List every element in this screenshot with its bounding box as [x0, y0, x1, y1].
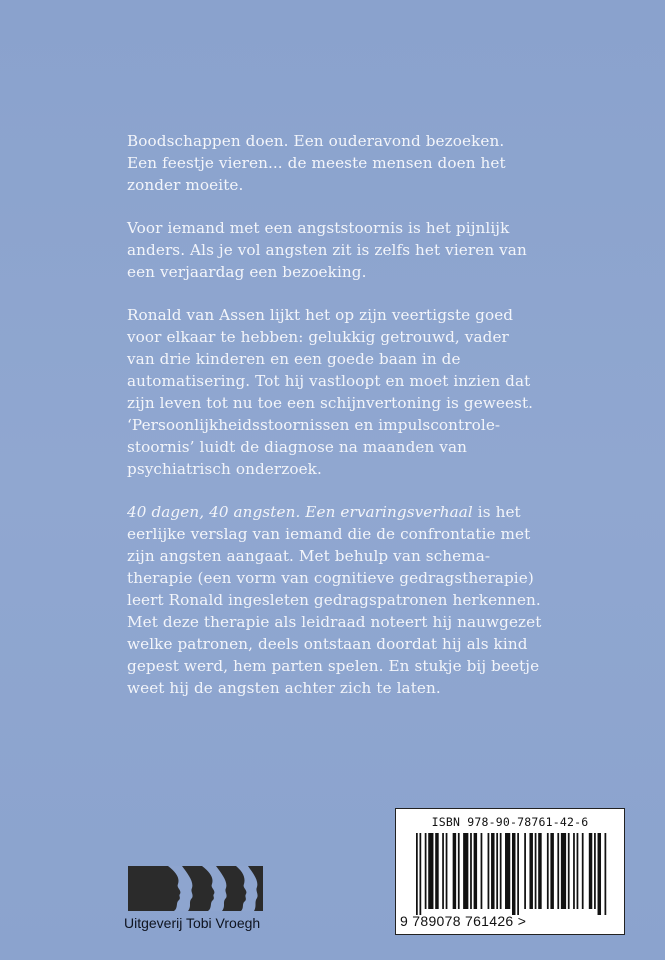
- book-title-italic: 40 dagen, 40 angsten. Een ervaringsverhaal: [127, 503, 473, 521]
- text-line: leert Ronald ingesleten gedragspatronen herkennen.: [127, 591, 541, 609]
- text-line: Ronald van Assen lijkt het op zijn veertigste goed: [127, 306, 514, 324]
- text-line: eerlijke verslag van iemand die de confrontatie met: [127, 525, 531, 543]
- barcode-bar: [491, 833, 494, 909]
- barcode-bar: [446, 833, 448, 909]
- barcode-bar: [419, 833, 421, 915]
- text-line: zonder moeite.: [127, 176, 244, 194]
- text-line: psychiatrisch onderzoek.: [127, 460, 322, 478]
- text-line: automatisering. Tot hij vastloopt en moet inzien dat: [127, 372, 531, 390]
- barcode-bar: [428, 833, 433, 909]
- blurb-text: [127, 130, 567, 720]
- barcode-bar: [573, 833, 575, 909]
- blurb-paragraph-4: [127, 501, 567, 699]
- barcode-bar: [598, 833, 601, 915]
- barcode-bar: [589, 833, 592, 909]
- barcode-bar: [470, 833, 472, 909]
- barcode-bar: [463, 833, 468, 909]
- barcode-bar: [425, 833, 427, 909]
- barcode-bar: [458, 833, 460, 909]
- barcode-bar: [550, 833, 553, 909]
- barcode-box: [395, 808, 625, 935]
- barcode-bar: [557, 833, 559, 909]
- barcode-bar: [517, 833, 519, 915]
- blurb-paragraph-3: [127, 304, 567, 480]
- barcode-digits: 9 789078 761426 >: [400, 913, 527, 929]
- text-line: therapie (een vorm van cognitieve gedragstherapie): [127, 569, 534, 587]
- barcode-bar: [435, 833, 438, 909]
- barcode-bar: [577, 833, 579, 909]
- barcode-bar: [605, 833, 607, 915]
- text-line: van drie kinderen en een goede baan in de: [127, 350, 461, 368]
- barcode-bar: [529, 833, 532, 909]
- barcode-bar: [582, 833, 584, 909]
- barcode-bar: [524, 833, 526, 909]
- barcode-bars: [416, 833, 608, 915]
- barcode-bar: [594, 833, 596, 909]
- text-line: zijn leven tot nu toe een schijnvertoning is geweest.: [127, 394, 534, 412]
- text-line: Boodschappen doen. Een ouderavond bezoeken.: [127, 132, 505, 150]
- text-line: welke patronen, deels ontstaan doordat hij als kind: [127, 635, 528, 653]
- blurb-paragraph-1: [127, 130, 567, 196]
- text-line: zijn angsten aangaat. Met behulp van schema-: [127, 547, 491, 565]
- text-line: Een feestje vieren... de meeste mensen doen het: [127, 154, 506, 172]
- text-line: ‘Persoonlijkheidsstoornissen en impulscontrole-: [127, 416, 501, 434]
- text-line: Met deze therapie als leidraad noteert hij nauwgezet: [127, 613, 542, 631]
- barcode-bar: [561, 833, 566, 909]
- barcode-bar: [474, 833, 477, 909]
- faces-silhouette-logo-icon: [128, 866, 263, 911]
- barcode-bar: [416, 833, 418, 915]
- barcode-bar: [505, 833, 510, 909]
- text-line: anders. Als je vol angsten zit is zelfs het vieren van: [127, 241, 527, 259]
- text-line: Voor iemand met een angststoornis is het pijnlijk: [127, 219, 510, 237]
- blurb-paragraph-2: [127, 217, 567, 283]
- text-line: stoornis’ luidt de diagnose na maanden van: [127, 438, 468, 456]
- barcode-bar: [453, 833, 456, 909]
- text-line: voor elkaar te hebben: gelukkig getrouwd, vader: [127, 328, 509, 346]
- publisher-logo: [128, 866, 263, 911]
- text-line: gepest werd, hem parten spelen. En stukje bij beetje: [127, 657, 540, 675]
- barcode-bar: [547, 833, 549, 909]
- barcode-bar: [538, 833, 541, 909]
- barcode-bar: [500, 833, 502, 909]
- text-line: weet hij de angsten achter zich te laten.: [127, 679, 441, 697]
- barcode-bar: [535, 833, 537, 909]
- barcode-bar: [568, 833, 570, 909]
- isbn-label: ISBN 978-90-78761-42-6: [431, 815, 589, 829]
- barcode-bar: [496, 833, 498, 909]
- text-fragment: is het: [472, 503, 521, 521]
- text-line: een verjaardag een bezoeking.: [127, 263, 367, 281]
- barcode-bar: [512, 833, 515, 915]
- text-line: [127, 501, 567, 523]
- barcode-bar: [481, 833, 483, 909]
- barcode-bar: [488, 833, 490, 909]
- barcode-bar: [442, 833, 444, 909]
- publisher-name: Uitgeverij Tobi Vroegh: [124, 915, 261, 931]
